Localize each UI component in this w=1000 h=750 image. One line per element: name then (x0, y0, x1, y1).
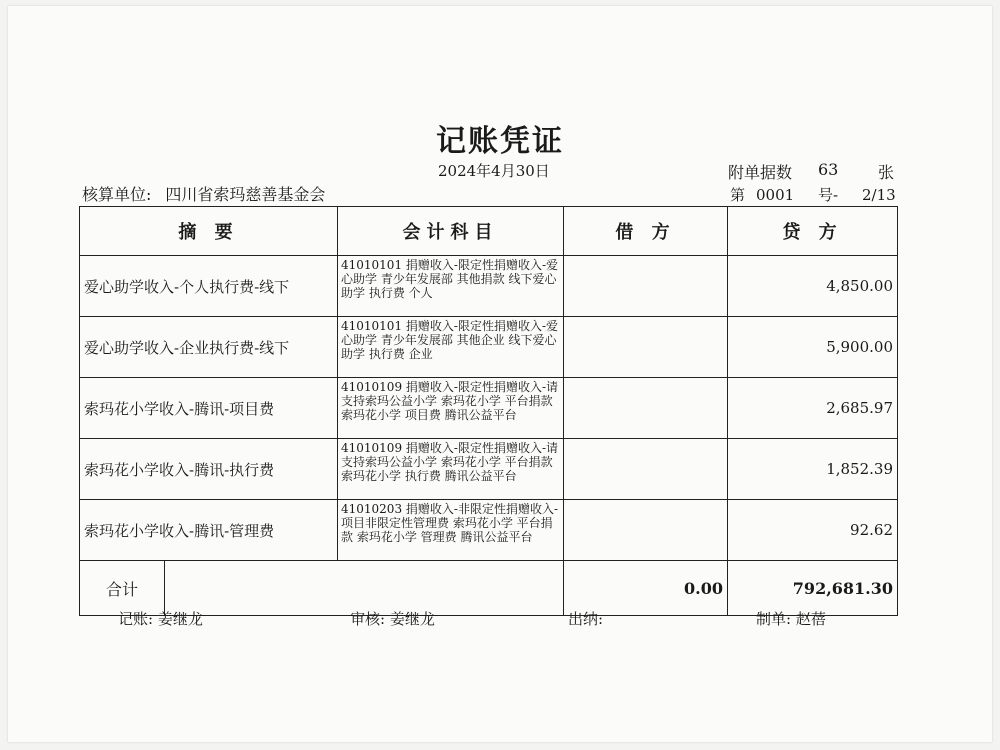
attachments-info (728, 160, 895, 183)
table-row (80, 439, 898, 500)
header-credit: 贷 方 (728, 207, 898, 256)
row-summary: 爱心助学收入-企业执行费-线下 (80, 317, 338, 378)
footer-cashier: 出纳: (568, 610, 604, 628)
row-credit: 2,685.97 (728, 378, 898, 439)
total-label: 合计 (80, 561, 165, 615)
attachments-unit: 张 (878, 163, 895, 182)
row-credit: 4,850.00 (728, 256, 898, 317)
footer-bookkeeper: 记账: 姜继龙 (118, 610, 203, 628)
row-debit (564, 256, 728, 317)
row-account: 41010109 捐赠收入-限定性捐赠收入-请支持索玛公益小学 索玛花小学 平台捐款 索玛花小学 执行费 腾讯公益平台 (338, 439, 564, 500)
voucher-table (79, 206, 898, 616)
row-debit (564, 378, 728, 439)
header-debit: 借 方 (564, 207, 728, 256)
voucher-sep: 号- (818, 186, 839, 204)
total-empty (165, 561, 563, 615)
row-account: 41010101 捐赠收入-限定性捐赠收入-爱心助学 青少年发展部 其他企业 线下爱心助学 执行费 企业 (338, 317, 564, 378)
row-debit (564, 317, 728, 378)
table-header-row (80, 207, 898, 256)
accounting-unit-label: 核算单位: (82, 185, 152, 204)
total-credit: 792,681.30 (728, 561, 898, 616)
row-credit: 5,900.00 (728, 317, 898, 378)
row-credit: 92.62 (728, 500, 898, 561)
voucher-page: 2/13 (862, 186, 896, 204)
header-summary: 摘 要 (80, 207, 338, 256)
table-row (80, 256, 898, 317)
attachments-count: 63 (818, 160, 839, 179)
table-row (80, 378, 898, 439)
voucher-prefix: 第 (730, 186, 746, 204)
voucher-number (730, 184, 896, 205)
footer-preparer: 制单: 赵蓓 (756, 610, 826, 628)
row-summary: 爱心助学收入-个人执行费-线下 (80, 256, 338, 317)
header-account: 会计科目 (338, 207, 564, 256)
row-credit: 1,852.39 (728, 439, 898, 500)
accounting-unit (82, 182, 325, 205)
row-debit (564, 500, 728, 561)
attachments-label: 附单据数 (728, 163, 793, 182)
row-summary: 索玛花小学收入-腾讯-管理费 (80, 500, 338, 561)
voucher-no: 0001 (756, 186, 795, 204)
total-debit: 0.00 (564, 561, 728, 616)
row-account: 41010203 捐赠收入-非限定性捐赠收入-项目非限定性管理费 索玛花小学 平台捐款 索玛花小学 管理费 腾讯公益平台 (338, 500, 564, 561)
voucher-date: 2024年4月30日 (438, 162, 550, 180)
row-summary: 索玛花小学收入-腾讯-项目费 (80, 378, 338, 439)
row-debit (564, 439, 728, 500)
voucher-title: 记账凭证 (436, 124, 564, 159)
table-row (80, 500, 898, 561)
row-account: 41010101 捐赠收入-限定性捐赠收入-爱心助学 青少年发展部 其他捐款 线下爱心助学 执行费 个人 (338, 256, 564, 317)
accounting-unit-value: 四川省索玛慈善基金会 (165, 185, 326, 204)
footer-reviewer: 审核: 姜继龙 (350, 610, 435, 628)
row-account: 41010109 捐赠收入-限定性捐赠收入-请支持索玛公益小学 索玛花小学 平台捐款 索玛花小学 项目费 腾讯公益平台 (338, 378, 564, 439)
row-summary: 索玛花小学收入-腾讯-执行费 (80, 439, 338, 500)
table-row (80, 317, 898, 378)
